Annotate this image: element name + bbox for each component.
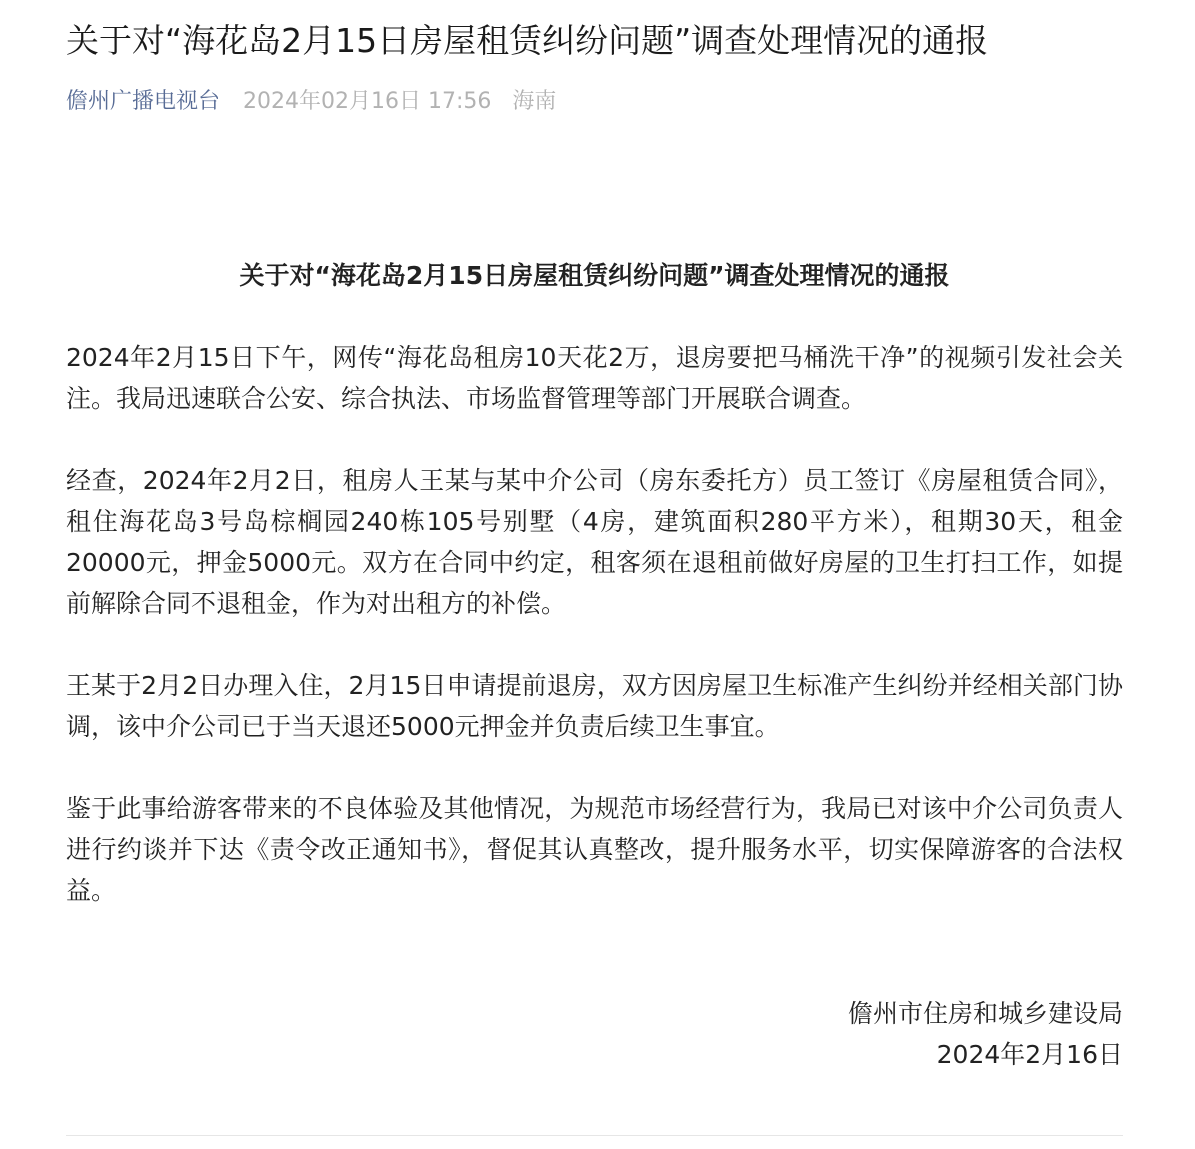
paragraph-1: 2024年2月15日下午，网传“海花岛租房10天花2万，退房要把马桶洗干净”的视频引发社会关注。我局迅速联合公安、综合执法、市场监督管理等部门开展联合调查。 bbox=[66, 343, 1123, 413]
account-name-link[interactable]: 儋州广播电视台 bbox=[66, 89, 221, 114]
spacer bbox=[66, 296, 1123, 337]
article-content bbox=[66, 255, 1123, 1075]
publish-time: 2024年02月16日 17:56 bbox=[243, 89, 492, 114]
paragraph-4: 鉴于此事给游客带来的不良体验及其他情况，为规范市场经营行为，我局已对该中介公司负责人进行约谈并下达《责令改正通知书》，督促其认真整改，提升服务水平，切实保障游客的合法权益。 bbox=[66, 794, 1123, 905]
signature-organization: 儋州市住房和城乡建设局 bbox=[847, 999, 1123, 1028]
paragraph-3: 王某于2月2日办理入住，2月15日申请提前退房，双方因房屋卫生标准产生纠纷并经相关部门协调，该中介公司已于当天退还5000元押金并负责后续卫生事宜。 bbox=[66, 671, 1123, 741]
spacer bbox=[66, 624, 1123, 665]
article-meta bbox=[66, 86, 556, 118]
spacer bbox=[66, 952, 1123, 993]
paragraph-2: 经查，2024年2月2日，租房人王某与某中介公司（房东委托方）员工签订《房屋租赁合同》，租住海花岛3号岛棕榈园240栋105号别墅（4房，建筑面积280平方米），租期30天，租金20000元，押金5000元。双方在合同中约定，租客须在退租前做好房屋的卫生打扫工作，如提前解除合同不退租金，作为对出租方的补偿。 bbox=[66, 466, 1123, 618]
publish-region: 海南 bbox=[512, 89, 557, 114]
spacer bbox=[66, 911, 1123, 952]
article-title: 关于对“海花岛2月15日房屋租赁纠纷问题”调查处理情况的通报 bbox=[66, 21, 989, 60]
signature-date: 2024年2月16日 bbox=[936, 1040, 1123, 1069]
bottom-divider bbox=[66, 1135, 1123, 1136]
spacer bbox=[66, 747, 1123, 788]
content-heading: 关于对“海花岛2月15日房屋租赁纠纷问题”调查处理情况的通报 bbox=[239, 261, 950, 290]
spacer bbox=[66, 419, 1123, 460]
